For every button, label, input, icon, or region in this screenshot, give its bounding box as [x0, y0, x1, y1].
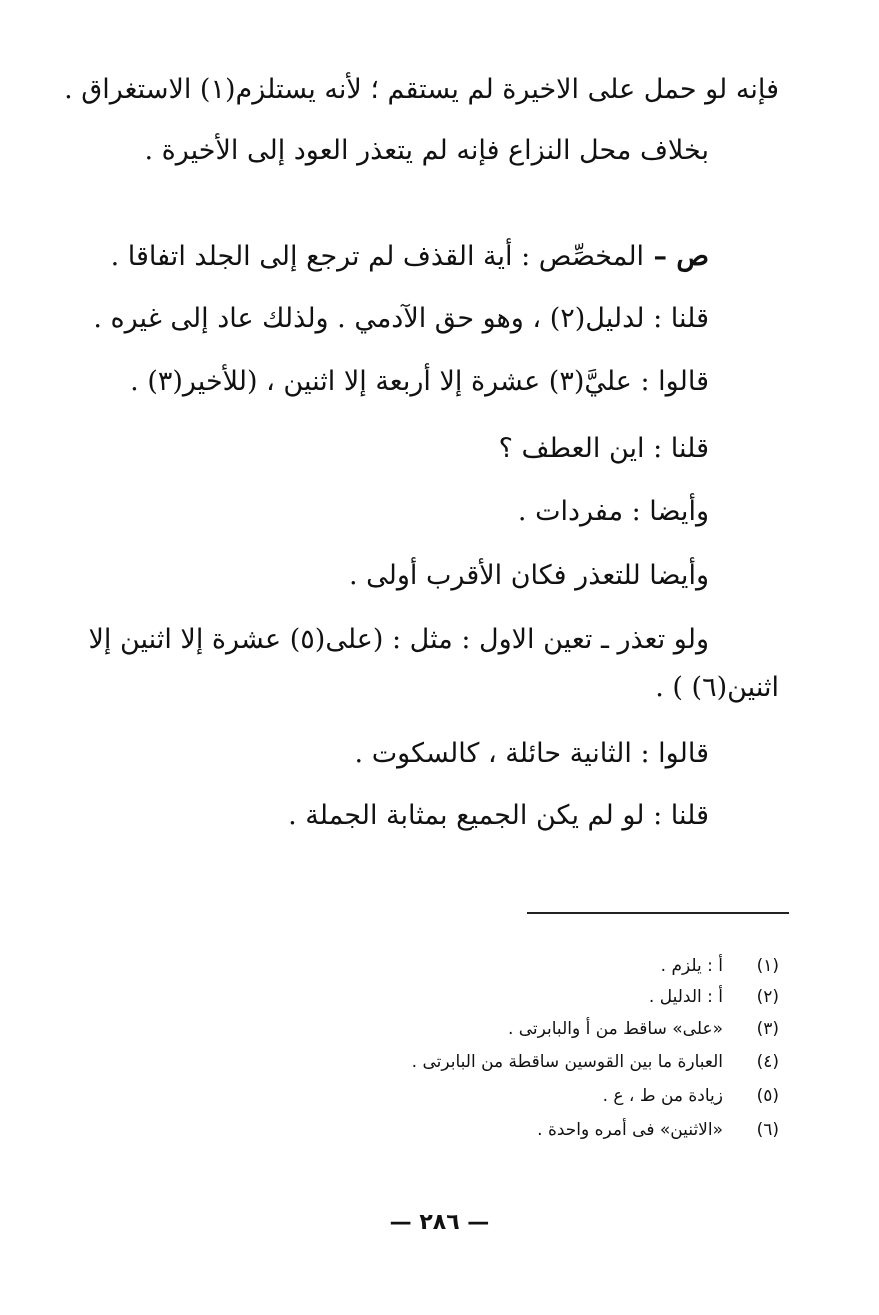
body-line-1: فإنه لو حمل على الاخيرة لم يستقم ؛ لأنه يستلزم(١) الاستغراق . [64, 74, 779, 105]
section-marker: ص – [644, 241, 709, 272]
body-line-12: قلنا : لو لم يكن الجميع بمثابة الجملة . [288, 800, 709, 831]
footnote-text: العبارة ما بين القوسين ساقطة من البابرتى . [411, 1052, 723, 1072]
body-line-3: المخصِّص : أية القذف لم ترجع إلى الجلد اتفاقا . [110, 241, 645, 272]
footnote-number: (١) [756, 956, 779, 976]
footnote-number: (٦) [756, 1120, 779, 1140]
page-number: — ٢٨٦ — [389, 1210, 490, 1235]
footnote-number: (٢) [756, 987, 779, 1007]
footnote-number: (٣) [756, 1019, 779, 1039]
footnote-6 [279, 1117, 779, 1143]
footnote-text: أ : يلزم . [660, 956, 723, 976]
footnote-5 [279, 1083, 779, 1109]
body-line-10: اثنين(٦) ) . [655, 672, 779, 703]
footnote-4 [279, 1049, 779, 1075]
section-heading-line [111, 237, 709, 277]
footnote-text: «الاثنين» فى أمره واحدة . [537, 1120, 723, 1140]
footnote-number: (٤) [756, 1052, 779, 1072]
body-line-6: قلنا : اين العطف ؟ [498, 433, 709, 464]
body-line-11: قالوا : الثانية حائلة ، كالسكوت . [354, 738, 709, 769]
footnote-2 [279, 984, 779, 1010]
footnote-text: «على» ساقط من أ والبابرتى . [507, 1019, 723, 1039]
footnote-1 [279, 953, 779, 979]
body-line-7: وأيضا : مفردات . [517, 496, 709, 527]
footnote-number: (٥) [756, 1086, 779, 1106]
body-line-9: ولو تعذر ـ تعين الاول : مثل : (على(٥) عشرة إلا اثنين إلا [88, 624, 709, 655]
footnote-text: زيادة من ط ، ع . [602, 1086, 723, 1106]
footnote-3 [279, 1016, 779, 1042]
footnote-divider [527, 912, 789, 914]
body-line-5: قالوا : عليَّ(٣) عشرة إلا أربعة إلا اثنين ، (للأخير(٣) . [130, 366, 709, 397]
footnote-text: أ : الدليل . [648, 987, 723, 1007]
body-line-8: وأيضا للتعذر فكان الأقرب أولى . [348, 560, 709, 591]
body-line-4: قلنا : لدليل(٢) ، وهو حق الآدمي . ولذلك عاد إلى غيره . [93, 303, 709, 334]
body-line-2: بخلاف محل النزاع فإنه لم يتعذر العود إلى الأخيرة . [144, 135, 709, 166]
